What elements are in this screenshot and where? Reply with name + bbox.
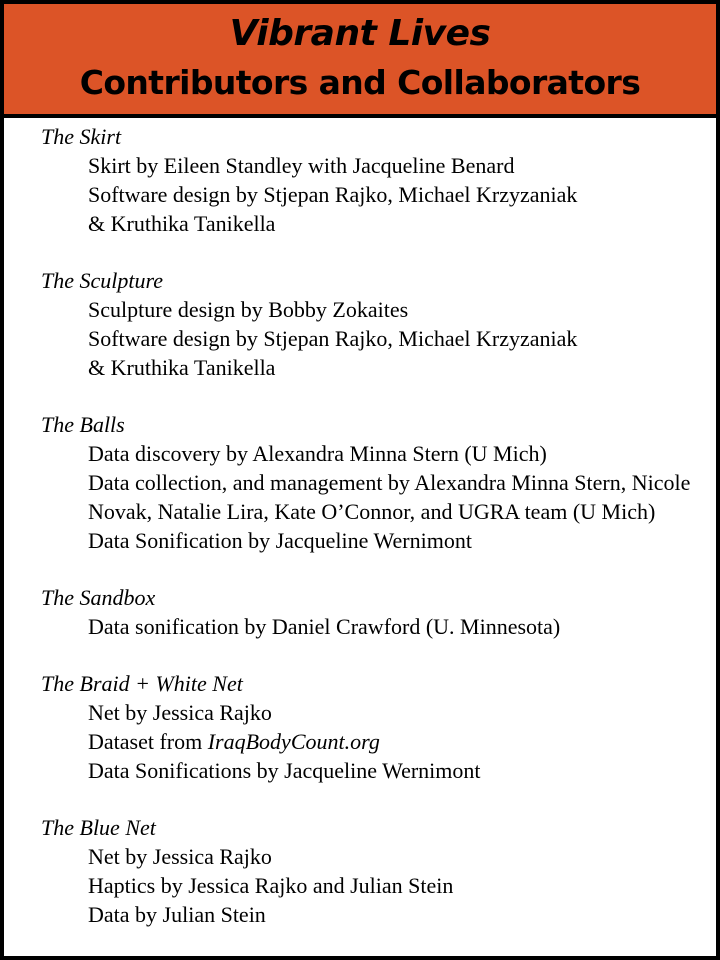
credit-prefix: Dataset from [88, 729, 208, 754]
credit-line [41, 727, 711, 756]
credit-line: Data collection, and management by Alexandra Minna Stern, Nicole Novak, Natalie Lira, Kate O’Connor, and UGRA team (U Mich) [88, 470, 691, 524]
credit-line: Data by Julian Stein [88, 902, 266, 927]
credit-line: Software design by Stjepan Rajko, Michael Krzyzaniak [88, 326, 578, 351]
page-subtitle: Contributors and Collaborators [79, 63, 641, 102]
section-sandbox [41, 583, 711, 641]
credit-line: Software design by Stjepan Rajko, Michael Krzyzaniak [88, 182, 578, 207]
section-title: The Sculpture [41, 268, 163, 293]
credits-list [41, 122, 711, 956]
credit-line: Haptics by Jessica Rajko and Julian Stein [88, 873, 454, 898]
section-title: The Braid + White Net [41, 671, 243, 696]
section-title: The Balls [41, 412, 125, 437]
credit-line: Data Sonifications by Jacqueline Wernimont [88, 758, 481, 783]
credit-line: & Kruthika Tanikella [88, 211, 276, 236]
credit-line: Skirt by Eileen Standley with Jacqueline Benard [88, 153, 515, 178]
section-balls [41, 410, 711, 555]
credit-line: Net by Jessica Rajko [88, 844, 272, 869]
credit-line: Sculpture design by Bobby Zokaites [88, 297, 409, 322]
section-title: The Skirt [41, 124, 122, 149]
credit-line: Data discovery by Alexandra Minna Stern (U Mich) [88, 441, 547, 466]
section-skirt [41, 122, 711, 238]
dataset-link-text: IraqBodyCount.org [207, 729, 380, 754]
section-sculpture [41, 266, 711, 382]
header-banner [4, 4, 716, 118]
poster-frame [4, 4, 716, 956]
credit-line: Data sonification by Daniel Crawford (U. Minnesota) [88, 614, 561, 639]
credit-line: Data Sonification by Jacqueline Wernimont [88, 528, 472, 553]
section-blue-net [41, 813, 711, 929]
section-title: The Sandbox [41, 585, 156, 610]
credit-line: & Kruthika Tanikella [88, 355, 276, 380]
credit-line: Net by Jessica Rajko [88, 700, 272, 725]
section-title: The Blue Net [41, 815, 156, 840]
page-title: Vibrant Lives [229, 13, 491, 54]
section-braid-white-net [41, 669, 711, 785]
